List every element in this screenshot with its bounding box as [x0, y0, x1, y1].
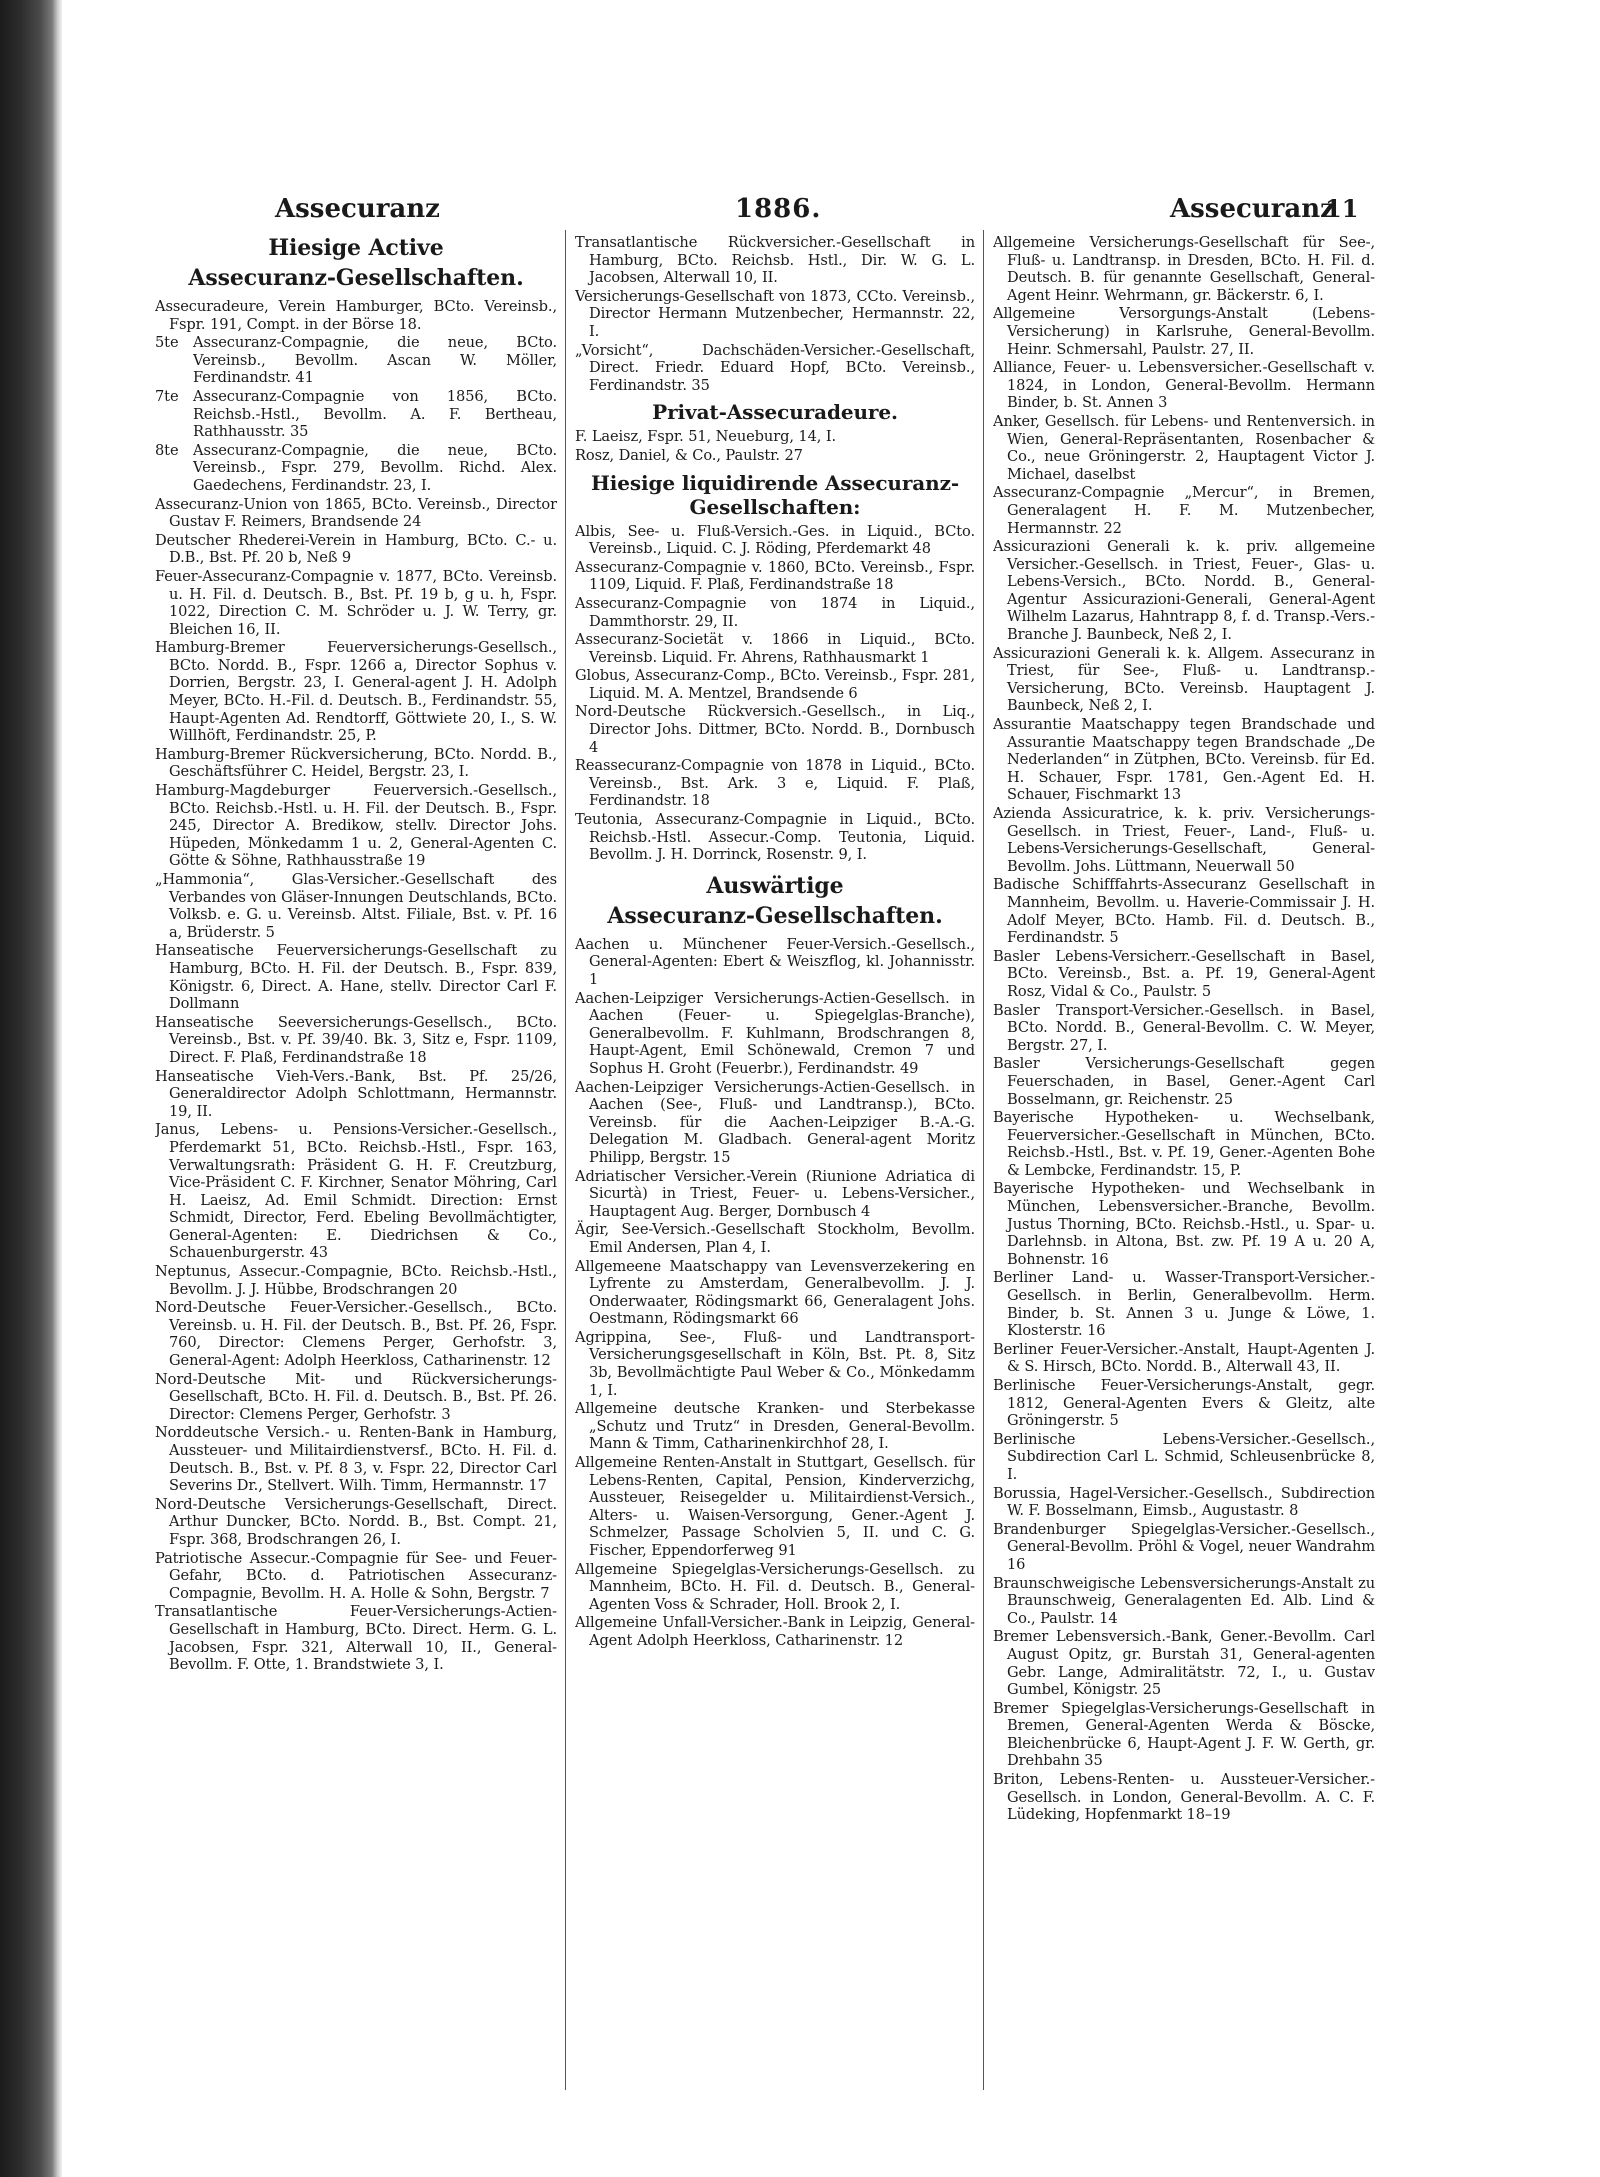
- section-heading: Assecuranz-Gesellschaften.: [607, 902, 943, 929]
- entry-text: Badische Schifffahrts-Assecuranz Gesellschaft in Mannheim, Bevollm. u. Haverie-Commissair J. H. Adolf Meyer, BCto. Hamb. Fil. d. Deutsch. B., Ferdinandstr. 5: [993, 876, 1375, 947]
- directory-entry: [155, 871, 557, 941]
- directory-entry: [993, 538, 1375, 644]
- directory-entry: [155, 942, 557, 1012]
- entry-list: [575, 428, 975, 464]
- entry-list: [993, 234, 1375, 1824]
- entry-text: Hamburg-Bremer Rückversicherung, BCto. Nordd. B., Geschäftsführer C. Heidel, Bergstr. 23, I.: [155, 745, 557, 781]
- directory-entry: [575, 1079, 975, 1167]
- directory-entry: [993, 1700, 1375, 1770]
- column-3: [993, 234, 1375, 2094]
- directory-entry: [155, 1068, 557, 1121]
- directory-entry: [993, 1341, 1375, 1376]
- entry-text: Aachen-Leipziger Versicherungs-Actien-Gesellsch. in Aachen (Feuer- u. Spiegelglas-Branche), Generalbevollm. F. Kuhlmann, Brodschrangen 8, Haupt-Agent, Emil Schönewald, Cremon 7 und Sophus H. Groht (Feuerbr.), Ferdinandstr. 49: [575, 989, 975, 1077]
- entry-ordinal: 8te: [155, 441, 179, 459]
- entry-text: Nord-Deutsche Feuer-Versicher.-Gesellsch., BCto. Vereinsb. u. H. Fil. der Deutsch. B., Bst. Pf. 26, Fspr. 760, Director: Clemens Perger, Gerhofstr. 3, General-Agent: Adolph Heerkloss, Catharinenstr. 12: [155, 1299, 557, 1370]
- entry-list: [575, 523, 975, 864]
- entry-text: Aachen-Leipziger Versicherungs-Actien-Gesellsch. in Aachen (See-, Fluß- und Landtransp.), BCto. Vereinsb. für die Aachen-Leipziger B.-A.-G. Delegation M. Gladbach. General-agent Moritz Philipp, Bergstr. 15: [575, 1078, 975, 1166]
- entry-ordinal: 5te: [155, 334, 179, 352]
- entry-text: Basler Lebens-Versicherr.-Gesellschaft in Basel, BCto. Vereinsb., Bst. a. Pf. 19, General-Agent Rosz, Vidal & Co., Paulstr. 5: [993, 947, 1375, 1000]
- entry-text: Alliance, Feuer- u. Lebensversicher.-Gesellschaft v. 1824, in London, General-Bevollm. Hermann Binder, b. St. Annen 3: [993, 359, 1375, 412]
- entry-text: Assecuranz-Compagnie, die neue, BCto. Vereinsb., Bevollm. Ascan W. Möller, Ferdinandstr. 41: [193, 334, 557, 387]
- directory-entry: [993, 1269, 1375, 1339]
- directory-entry: [155, 442, 557, 495]
- entry-text: Assecuranz-Union von 1865, BCto. Vereinsb., Director Gustav F. Reimers, Brandsende 24: [155, 495, 557, 531]
- directory-entry: [155, 1603, 557, 1673]
- directory-entry: [575, 1329, 975, 1399]
- directory-entry: [575, 1614, 975, 1649]
- entry-text: Hamburg-Magdeburger Feuerversich.-Gesellsch., BCto. Reichsb.-Hstl. u. H. Fil. der Deutsch. B., Fspr. 245, Director A. Bredikow, stellv. Director Johs. Hüpeden, Mönkedamm 1 u. 2, General-Agenten C. Götte & Söhne, Rathhausstraße 19: [155, 782, 557, 870]
- directory-entry: [993, 1180, 1375, 1268]
- directory-entry: [993, 948, 1375, 1001]
- section-heading: Hiesige Active: [268, 235, 444, 261]
- entry-list: [575, 234, 975, 394]
- entry-text: Hanseatische Vieh-Vers.-Bank, Bst. Pf. 25/26, Generaldirector Adolph Schlottmann, Hermannstr. 19, II.: [155, 1067, 557, 1120]
- section-heading: Hiesige liquidirende Assecuranz-Gesellschaften:: [590, 470, 960, 519]
- entry-text: Teutonia, Assecuranz-Compagnie in Liquid., BCto. Reichsb.-Hstl. Assecur.-Comp. Teutonia, Liquid. Bevollm. J. H. Dorrinck, Rosenstr. 9, I.: [575, 811, 975, 864]
- entry-text: Patriotische Assecur.-Compagnie für See- und Feuer-Gefahr, BCto. d. Patriotischen Assecuranz-Compagnie, Bevollm. H. A. Holle & Sohn, Bergstr. 7: [155, 1549, 557, 1602]
- directory-entry: [575, 1561, 975, 1614]
- directory-entry: [575, 703, 975, 756]
- entry-text: Assicurazioni Generali k. k. Allgem. Assecuranz in Triest, für See-, Fluß- u. Landtransp.-Versicherung, BCto. Vereinsb. Hauptagent J. Baunbeck, Neß 2, I.: [993, 644, 1375, 715]
- directory-entry: [155, 1121, 557, 1262]
- directory-entry: [575, 1258, 975, 1328]
- directory-entry: [155, 1299, 557, 1369]
- directory-entry: [993, 1628, 1375, 1698]
- scan-binding-shadow: [0, 0, 62, 2177]
- entry-text: Allgemeine Renten-Anstalt in Stuttgart, Gesellsch. für Lebens-Renten, Capital, Pension, Kinderverzichg, Aussteuer, Reisegelder u. Militairdienst-Versich., Alters- u. Waisen-Versorgung, Gener.-Agent J. Schmelzer, Passage Scholvien 5, II. und C. G. Fischer, Eppendorferweg 91: [575, 1454, 975, 1559]
- entry-text: Allgemeene Maatschappy van Levensverzekering en Lyfrente zu Amsterdam, Generalbevollm. J. J. Onderwaater, Rödingsmarkt 66, Generalagent Johs. Oestmann, Rödingsmarkt 66: [575, 1257, 975, 1328]
- entry-text: Basler Versicherungs-Gesellschaft gegen Feuerschaden, in Basel, Gener.-Agent Carl Bosselmann, gr. Reichenstr. 25: [993, 1055, 1375, 1108]
- directory-entry: [155, 334, 557, 387]
- running-header: [155, 190, 1375, 230]
- entry-text: Janus, Lebens- u. Pensions-Versicher.-Gesellsch., Pferdemarkt 51, BCto. Reichsb.-Hstl., Fspr. 163, Verwaltungsrath: Präsident G. H. F. Creutzburg, Vice-Präsident C. F. Kirchner, Senator Möhring, Carl H. Laeisz, Ad. Emil Schmidt. Direction: Ernst Schmidt, Director, Ferd. Ebeling Bevollmächtigter, General-Agenten: E. Diedrichsen & Co., Schauenburgerstr. 43: [155, 1121, 557, 1262]
- directory-entry: [993, 1431, 1375, 1484]
- entry-text: Azienda Assicuratrice, k. k. priv. Versicherungs-Gesellsch. in Triest, Feuer-, Land-, Fluß- u. Lebens-Versicherungs-Gesellschaft, General-Bevollm. Johs. Lüttmann, Neuerwall 50: [993, 805, 1375, 875]
- entry-text: Hanseatische Feuerversicherungs-Gesellschaft zu Hamburg, BCto. H. Fil. der Deutsch. B., Fspr. 839, Königstr. 6, Direct. A. Hane, stellv. Director Carl F. Dollmann: [155, 942, 557, 1013]
- directory-entry: [993, 413, 1375, 483]
- entry-text: Assurantie Maatschappy tegen Brandschade und Assurantie Maatschappy tegen Brandschade „De Nederlanden“ in Zütphen, BCto. Vereinsb. für Ed. H. Schauer, Fspr. 1781, Gen.-Agent Ed. H. Schauer, Fischmarkt 13: [993, 716, 1375, 804]
- entry-text: Assecuranz-Compagnie v. 1860, BCto. Vereinsb., Fspr. 1109, Liquid. F. Plaß, Ferdinandstraße 18: [575, 558, 975, 594]
- directory-entry: [993, 1377, 1375, 1430]
- directory-entry: [575, 936, 975, 989]
- entry-text: Assecuradeure, Verein Hamburger, BCto. Vereinsb., Fspr. 191, Compt. in der Börse 18.: [155, 298, 557, 333]
- entry-text: „Vorsicht“, Dachschäden-Versicher.-Gesellschaft, Direct. Friedr. Eduard Hopf, BCto. Vereinsb., Ferdinandstr. 35: [575, 341, 975, 394]
- entry-text: Nord-Deutsche Versicherungs-Gesellschaft, Direct. Arthur Duncker, BCto. Nordd. B., Bst. Compt. 21, Fspr. 368, Brodschrangen 26, I.: [155, 1495, 557, 1548]
- column-2: [575, 234, 975, 2094]
- directory-entry: [993, 1109, 1375, 1179]
- entry-text: Transatlantische Feuer-Versicherungs-Actien-Gesellschaft in Hamburg, BCto. Direct. Herm. G. L. Jacobsen, Fspr. 321, Alterwall 10, II., General-Bevollm. F. Otte, 1. Brandstwiete 3, I.: [155, 1603, 557, 1674]
- entry-text: Allgemeine deutsche Kranken- und Sterbekasse „Schutz und Trutz“ in Dresden, General-Bevollm. Mann & Timm, Catharinenkirchhof 28, I.: [575, 1400, 975, 1453]
- entry-text: Berlinische Lebens-Versicher.-Gesellsch., Subdirection Carl L. Schmid, Schleusenbrücke 8, I.: [993, 1430, 1375, 1483]
- directory-entry: [575, 1168, 975, 1221]
- directory-entry: [993, 1521, 1375, 1574]
- directory-entry: [575, 1454, 975, 1560]
- entry-text: Basler Transport-Versicher.-Gesellsch. in Basel, BCto. Nordd. B., General-Bevollm. C. W. Meyer, Bergstr. 27, I.: [993, 1001, 1375, 1054]
- directory-entry: [993, 805, 1375, 875]
- entry-ordinal: 7te: [155, 387, 179, 405]
- entry-text: Transatlantische Rückversicher.-Gesellschaft in Hamburg, BCto. Reichsb. Hstl., Dir. W. G. L. Jacobsen, Alterwall 10, II.: [575, 234, 975, 287]
- directory-entry: [155, 388, 557, 441]
- entry-text: Allgemeine Spiegelglas-Versicherungs-Gesellsch. zu Mannheim, BCto. H. Fil. d. Deutsch. B., General-Agenten Voss & Schrader, Holl. Brook 2, I.: [575, 1560, 975, 1613]
- column-rule-1: [565, 230, 566, 2090]
- directory-entry: [155, 1014, 557, 1067]
- header-left: Assecuranz: [275, 194, 440, 224]
- entry-text: Norddeutsche Versich.- u. Renten-Bank in Hamburg, Aussteuer- und Militairdienstversf., BCto. H. Fil. d. Deutsch. B., Bst. v. Pf. 8 3, v. Fspr. 22, Director Carl Severins Dr., Stellvert. Wilh. Timm, Hermannstr. 17: [155, 1424, 557, 1495]
- entry-text: Neptunus, Assecur.-Compagnie, BCto. Reichsb.-Hstl., Bevollm. J. J. Hübbe, Brodschrangen 20: [155, 1263, 557, 1298]
- entry-text: Assecuranz-Compagnie, die neue, BCto. Vereinsb., Fspr. 279, Bevollm. Richd. Alex. Gaedechens, Ferdinandstr. 23, I.: [193, 441, 557, 494]
- directory-entry: [155, 1371, 557, 1424]
- directory-entry: [993, 876, 1375, 946]
- directory-entry: [575, 342, 975, 395]
- directory-entry: [993, 1485, 1375, 1520]
- directory-entry: [575, 428, 975, 446]
- entry-text: Briton, Lebens-Renten- u. Aussteuer-Versicher.-Gesellsch. in London, General-Bevollm. A. C. F. Lüdeking, Hopfenmarkt 18–19: [993, 1771, 1375, 1824]
- entry-text: Feuer-Assecuranz-Compagnie v. 1877, BCto. Vereinsb. u. H. Fil. d. Deutsch. B., Bst. Pf. 19 b, g u. h, Fspr. 1022, Direction C. M. Schröder u. J. W. Terry, gr. Bleichen 16, II.: [155, 567, 557, 638]
- directory-entry: [155, 1263, 557, 1298]
- entry-text: „Hammonia“, Glas-Versicher.-Gesellschaft des Verbandes von Gläser-Innungen Deutschlands, BCto. Volksb. e. G. u. Vereinsb. Altst. Filiale, Bst. v. Pf. 16 a, Brüderstr. 5: [155, 871, 557, 941]
- entry-text: Albis, See- u. Fluß-Versich.-Ges. in Liquid., BCto. Vereinsb., Liquid. C. J. Röding, Pferdemarkt 48: [575, 522, 975, 558]
- directory-entry: [993, 645, 1375, 715]
- directory-entry: [993, 484, 1375, 537]
- directory-entry: [155, 639, 557, 745]
- directory-entry: [575, 234, 975, 287]
- directory-entry: [155, 496, 557, 531]
- directory-entry: [575, 667, 975, 702]
- directory-entry: [155, 1496, 557, 1549]
- column-rule-2: [983, 230, 984, 2090]
- entry-text: Assicurazioni Generali k. k. priv. allgemeine Versicher.-Gesellsch. in Triest, Feuer-, Glas- u. Lebens-Versich., BCto. Nordd. B., General-Agentur Assicurazioni-Generali, General-Agent Wilhelm Lazarus, Hahntrapp 8, f. d. Transp.-Vers.-Branche J. Baunbeck, Neß 2, I.: [993, 538, 1375, 644]
- directory-page: [155, 190, 1375, 2100]
- directory-entry: [155, 532, 557, 567]
- page-number: 11: [1325, 194, 1359, 223]
- entry-text: Braunschweigische Lebensversicherungs-Anstalt zu Braunschweig, Generalagenten Ed. Alb. Lind & Co., Paulstr. 14: [993, 1574, 1375, 1627]
- entry-text: Bayerische Hypotheken- u. Wechselbank, Feuerversicher.-Gesellschaft in München, BCto. Reichsb.-Hstl., Bst. v. Pf. 19, Gener.-Agenten Bohe & Lembcke, Ferdinandstr. 15, P.: [993, 1109, 1375, 1179]
- entry-text: Rosz, Daniel, & Co., Paulstr. 27: [575, 446, 803, 464]
- section-heading: Auswärtige: [706, 872, 844, 899]
- directory-entry: [575, 1221, 975, 1256]
- directory-entry: [575, 811, 975, 864]
- entry-text: Agrippina, See-, Fluß- und Landtransport-Versicherungsgesellschaft in Köln, Bst. Pt. 8, Sitz 3b, Bevollmächtigte Paul Weber & Co., Mönkedamm 1, I.: [575, 1328, 975, 1399]
- directory-entry: [575, 631, 975, 666]
- entry-text: Versicherungs-Gesellschaft von 1873, CCto. Vereinsb., Director Hermann Mutzenbecher, Hermannstr. 22, I.: [575, 287, 975, 340]
- directory-entry: [155, 298, 557, 333]
- entry-text: Assecuranz-Compagnie von 1874 in Liquid., Dammthorstr. 29, II.: [575, 594, 975, 630]
- directory-entry: [993, 359, 1375, 412]
- directory-entry: [575, 447, 975, 465]
- directory-entry: [993, 234, 1375, 304]
- header-year: 1886.: [735, 194, 822, 224]
- entry-text: Hamburg-Bremer Feuerversicherungs-Gesellsch., BCto. Nordd. B., Fspr. 1266 a, Director Sophus v. Dorrien, Bergstr. 23, I. General-agent J. H. Adolph Meyer, BCto. H.-Fil. d. Deutsch. B., Ferdinandstr. 55, Haupt-Agenten Ad. Rendtorff, Göttwiete 20, I., S. W. Willhöft, Ferdinandstr. 25, P.: [155, 639, 557, 745]
- entry-text: Assecuranz-Compagnie von 1856, BCto. Reichsb.-Hstl., Bevollm. A. F. Bertheau, Rathhausstr. 35: [193, 387, 557, 441]
- directory-entry: [575, 757, 975, 810]
- entry-text: Nord-Deutsche Rückversich.-Gesellsch., in Liq., Director Johs. Dittmer, BCto. Nordd. B., Dornbusch 4: [575, 703, 975, 756]
- section-heading: Assecuranz-Gesellschaften.: [188, 265, 524, 291]
- section-heading: Privat-Assecuradeure.: [652, 400, 898, 425]
- directory-entry: [993, 1002, 1375, 1055]
- directory-entry: [993, 716, 1375, 804]
- entry-text: Assecuranz-Compagnie „Mercur“, in Bremen, Generalagent H. F. M. Mutzenbecher, Hermannstr. 22: [993, 484, 1375, 537]
- entry-text: Anker, Gesellsch. für Lebens- und Rentenversich. in Wien, General-Repräsentanten, Rosenbacher & Co., neue Gröningerstr. 2, Hauptagent Victor J. Michael, daselbst: [993, 412, 1375, 483]
- directory-entry: [993, 305, 1375, 358]
- entry-text: Aachen u. Münchener Feuer-Versich.-Gesellsch., General-Agenten: Ebert & Weiszflog, kl. Johannisstr. 1: [575, 935, 975, 988]
- directory-entry: [993, 1055, 1375, 1108]
- directory-entry: [155, 1550, 557, 1603]
- entry-text: Allgemeine Unfall-Versicher.-Bank in Leipzig, General-Agent Adolph Heerkloss, Catharinenstr. 12: [575, 1614, 975, 1649]
- directory-entry: [575, 595, 975, 630]
- entry-text: Berliner Land- u. Wasser-Transport-Versicher.-Gesellsch. in Berlin, Generalbevollm. Herm. Binder, b. St. Annen 3 u. Junge & Löwe, 1. Klosterstr. 16: [993, 1269, 1375, 1340]
- entry-list: [155, 298, 557, 1674]
- entry-text: Allgemeine Versorgungs-Anstalt (Lebens-Versicherung) in Karlsruhe, General-Bevollm. Heinr. Schmersahl, Paulstr. 27, II.: [993, 305, 1375, 358]
- entry-text: Hanseatische Seeversicherungs-Gesellsch., BCto. Vereinsb., Bst. v. Pf. 39/40. Bk. 3, Sitz e, Fspr. 1109, Direct. F. Plaß, Ferdinandstraße 18: [155, 1013, 557, 1066]
- entry-text: Nord-Deutsche Mit- und Rückversicherungs-Gesellschaft, BCto. H. Fil. d. Deutsch. B., Bst. Pf. 26. Director: Clemens Perger, Gerhofstr. 3: [155, 1370, 557, 1423]
- directory-entry: [155, 782, 557, 870]
- entry-text: Berlinische Feuer-Versicherungs-Anstalt, gegr. 1812, General-Agenten Evers & Gleitz, alte Gröningerstr. 5: [993, 1377, 1375, 1430]
- entry-text: Borussia, Hagel-Versicher.-Gesellsch., Subdirection W. F. Bosselmann, Eimsb., Augustastr. 8: [993, 1484, 1375, 1520]
- directory-entry: [575, 523, 975, 558]
- directory-entry: [155, 568, 557, 638]
- directory-entry: [155, 746, 557, 781]
- entry-text: F. Laeisz, Fspr. 51, Neueburg, 14, I.: [575, 428, 837, 446]
- directory-entry: [575, 990, 975, 1078]
- directory-entry: [575, 559, 975, 594]
- header-right: Assecuranz: [1170, 194, 1335, 224]
- entry-text: Deutscher Rhederei-Verein in Hamburg, BCto. C.- u. D.B., Bst. Pf. 20 b, Neß 9: [155, 531, 557, 567]
- directory-entry: [575, 288, 975, 341]
- entry-text: Berliner Feuer-Versicher.-Anstalt, Haupt-Agenten J. & S. Hirsch, BCto. Nordd. B., Alterwall 43, II.: [993, 1340, 1375, 1376]
- directory-entry: [155, 1424, 557, 1494]
- entry-text: Brandenburger Spiegelglas-Versicher.-Gesellsch., General-Bevollm. Pröhl & Vogel, neuer Wandrahm 16: [993, 1520, 1375, 1573]
- entry-text: Assecuranz-Societät v. 1866 in Liquid., BCto. Vereinsb. Liquid. Fr. Ahrens, Rathhausmarkt 1: [575, 631, 975, 666]
- entry-text: Bayerische Hypotheken- und Wechselbank in München, Lebensversicher.-Branche, Bevollm. Justus Thorning, BCto. Reichsb.-Hstl., u. Spar- u. Darlehnsb. in Altona, Bst. zw. Pf. 19 A u. 20 A, Bohnenstr. 16: [993, 1180, 1375, 1268]
- entry-text: Adriatischer Versicher.-Verein (Riunione Adriatica di Sicurtà) in Triest, Feuer- u. Lebens-Versicher., Hauptagent Aug. Berger, Dornbusch 4: [575, 1167, 975, 1220]
- entry-text: Bremer Spiegelglas-Versicherungs-Gesellschaft in Bremen, General-Agenten Werda & Böscke, Bleichenbrücke 6, Haupt-Agent J. F. W. Gerth, gr. Drehbahn 35: [993, 1699, 1375, 1770]
- entry-text: Bremer Lebensversich.-Bank, Gener.-Bevollm. Carl August Opitz, gr. Burstah 31, General-agenten Gebr. Lange, Admiralitätstr. 72, I., u. Gustav Gumbel, Königstr. 25: [993, 1628, 1375, 1699]
- directory-entry: [993, 1771, 1375, 1824]
- entry-text: Ägir, See-Versich.-Gesellschaft Stockholm, Bevollm. Emil Andersen, Plan 4, I.: [575, 1221, 975, 1256]
- directory-entry: [575, 1400, 975, 1453]
- entry-text: Reassecuranz-Compagnie von 1878 in Liquid., BCto. Vereinsb., Bst. Ark. 3 e, Liquid. F. Plaß, Ferdinandstr. 18: [575, 757, 975, 810]
- directory-entry: [993, 1575, 1375, 1628]
- entry-list: [575, 936, 975, 1650]
- entry-text: Globus, Assecuranz-Comp., BCto. Vereinsb., Fspr. 281, Liquid. M. A. Mentzel, Brandsende 6: [575, 667, 975, 702]
- entry-text: Allgemeine Versicherungs-Gesellschaft für See-, Fluß- u. Landtransp. in Dresden, BCto. H. Fil. d. Deutsch. B. für genannte Gesellschaft, General-Agent Heinr. Wehrmann, gr. Bäckerstr. 6, I.: [993, 234, 1375, 304]
- column-1: [155, 234, 557, 2094]
